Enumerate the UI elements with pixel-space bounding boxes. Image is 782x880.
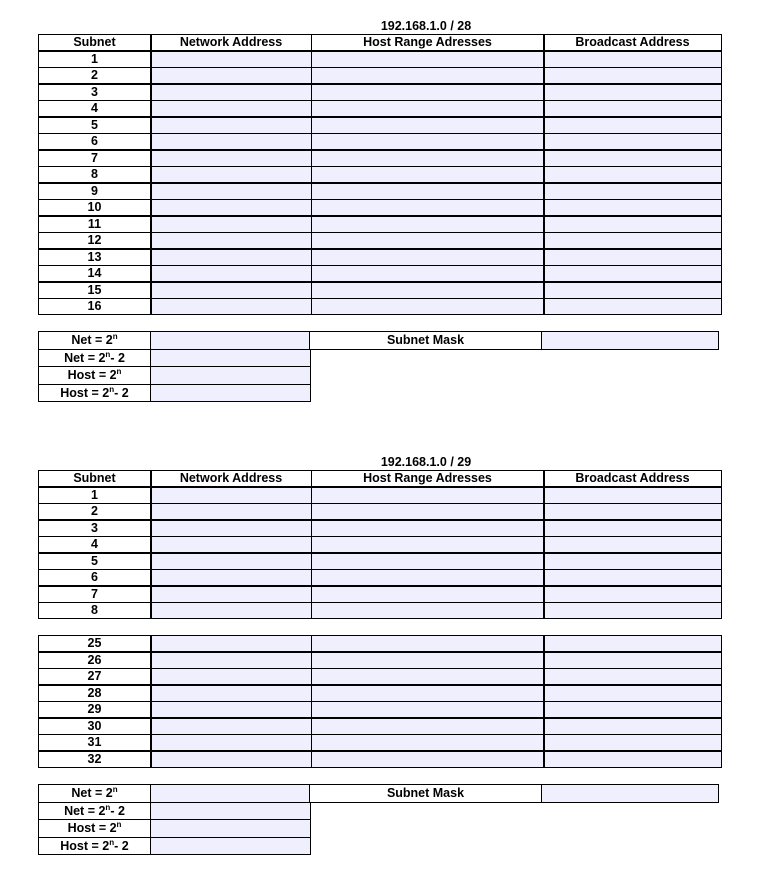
header-host-range: Host Range Adresses — [312, 471, 543, 486]
subnet-number: 9 — [39, 184, 150, 199]
subnet-table-2 — [38, 470, 722, 619]
host-range-cell[interactable] — [312, 570, 543, 585]
network-address-cell[interactable] — [152, 167, 311, 182]
host-range-cell[interactable] — [312, 669, 543, 684]
host-range-cell[interactable] — [312, 719, 543, 734]
network-address-cell[interactable] — [152, 283, 311, 298]
subnet-number: 2 — [39, 68, 150, 83]
subnet-number: 1 — [39, 488, 150, 503]
subnet-number: 6 — [39, 134, 150, 149]
net-total-field[interactable] — [150, 331, 311, 350]
header-broadcast-address: Broadcast Address — [545, 471, 721, 486]
subnet-number: 10 — [39, 200, 150, 215]
header-network-address: Network Address — [152, 35, 311, 50]
network-address-cell[interactable] — [152, 52, 311, 67]
host-usable-label: Host = $2^n-$ 2 — [38, 384, 151, 403]
broadcast-address-cell[interactable] — [545, 217, 721, 232]
network-address-cell[interactable] — [152, 702, 311, 717]
host-range-cell[interactable] — [312, 68, 543, 83]
broadcast-address-cell[interactable] — [545, 134, 721, 149]
broadcast-address-cell[interactable] — [545, 266, 721, 281]
network-address-cell[interactable] — [152, 735, 311, 750]
section-1-title: 192.168.1.0 / 28 — [380, 19, 472, 33]
subnet-number: 29 — [39, 702, 150, 717]
network-address-cell[interactable] — [152, 85, 311, 100]
host-total-field[interactable] — [150, 366, 311, 385]
broadcast-address-cell[interactable] — [545, 636, 721, 651]
network-address-cell[interactable] — [152, 504, 311, 519]
broadcast-address-cell[interactable] — [545, 250, 721, 265]
subnet-number: 31 — [39, 735, 150, 750]
net-total-label: Net = $2^n$ — [38, 784, 151, 803]
formula-block-1 — [38, 331, 719, 406]
network-address-cell[interactable] — [152, 537, 311, 552]
broadcast-address-cell[interactable] — [545, 200, 721, 215]
formula-block-2 — [38, 784, 719, 859]
host-range-cell[interactable] — [312, 488, 543, 503]
host-range-cell[interactable] — [312, 250, 543, 265]
host-range-cell[interactable] — [312, 233, 543, 248]
header-network-address: Network Address — [152, 471, 311, 486]
host-range-cell[interactable] — [312, 537, 543, 552]
broadcast-address-cell[interactable] — [545, 52, 721, 67]
host-range-cell[interactable] — [312, 653, 543, 668]
network-address-cell[interactable] — [152, 151, 311, 166]
subnet-mask-label: Subnet Mask — [309, 331, 542, 350]
broadcast-address-cell[interactable] — [545, 669, 721, 684]
host-range-cell[interactable] — [312, 283, 543, 298]
header-subnet: Subnet — [39, 471, 150, 486]
host-range-cell[interactable] — [312, 603, 543, 618]
subnet-number: 26 — [39, 653, 150, 668]
host-range-cell[interactable] — [312, 101, 543, 116]
subnet-number: 13 — [39, 250, 150, 265]
network-address-cell[interactable] — [152, 217, 311, 232]
network-address-cell[interactable] — [152, 118, 311, 133]
broadcast-address-cell[interactable] — [545, 101, 721, 116]
subnet-number: 6 — [39, 570, 150, 585]
subnet-number: 8 — [39, 603, 150, 618]
subnet-number: 30 — [39, 719, 150, 734]
host-range-cell[interactable] — [312, 299, 543, 314]
network-address-cell[interactable] — [152, 299, 311, 314]
subnet-number: 12 — [39, 233, 150, 248]
header-subnet: Subnet — [39, 35, 150, 50]
net-total-label: Net = $2^n$ — [38, 331, 151, 350]
host-range-cell[interactable] — [312, 521, 543, 536]
header-host-range: Host Range Adresses — [312, 35, 543, 50]
net-usable-label: Net = $2^n-$ 2 — [38, 802, 151, 821]
network-address-cell[interactable] — [152, 488, 311, 503]
broadcast-address-cell[interactable] — [545, 118, 721, 133]
host-total-label: Host = $2^n$ — [38, 819, 151, 838]
network-address-cell[interactable] — [152, 554, 311, 569]
broadcast-address-cell[interactable] — [545, 85, 721, 100]
host-range-cell[interactable] — [312, 587, 543, 602]
subnet-mask-field[interactable] — [541, 784, 720, 803]
subnet-number: 28 — [39, 686, 150, 701]
host-usable-field[interactable] — [150, 837, 311, 856]
network-address-cell[interactable] — [152, 603, 311, 618]
broadcast-address-cell[interactable] — [545, 283, 721, 298]
host-range-cell[interactable] — [312, 504, 543, 519]
host-range-cell[interactable] — [312, 686, 543, 701]
subnet-number: 3 — [39, 85, 150, 100]
subnet-number: 15 — [39, 283, 150, 298]
subnet-number: 3 — [39, 521, 150, 536]
broadcast-address-cell[interactable] — [545, 587, 721, 602]
subnet-number: 4 — [39, 537, 150, 552]
network-address-cell[interactable] — [152, 636, 311, 651]
host-range-cell[interactable] — [312, 200, 543, 215]
net-total-field[interactable] — [150, 784, 311, 803]
subnet-number: 7 — [39, 151, 150, 166]
host-range-cell[interactable] — [312, 118, 543, 133]
broadcast-address-cell[interactable] — [545, 735, 721, 750]
host-range-cell[interactable] — [312, 85, 543, 100]
network-address-cell[interactable] — [152, 266, 311, 281]
net-usable-label: Net = $2^n-$ 2 — [38, 349, 151, 368]
subnet-number: 5 — [39, 118, 150, 133]
host-total-field[interactable] — [150, 819, 311, 838]
network-address-cell[interactable] — [152, 521, 311, 536]
subnet-number: 27 — [39, 669, 150, 684]
network-address-cell[interactable] — [152, 570, 311, 585]
network-address-cell[interactable] — [152, 752, 311, 767]
network-address-cell[interactable] — [152, 250, 311, 265]
broadcast-address-cell[interactable] — [545, 299, 721, 314]
host-range-cell[interactable] — [312, 52, 543, 67]
subnet-number: 4 — [39, 101, 150, 116]
broadcast-address-cell[interactable] — [545, 521, 721, 536]
host-range-cell[interactable] — [312, 217, 543, 232]
network-address-cell[interactable] — [152, 233, 311, 248]
broadcast-address-cell[interactable] — [545, 570, 721, 585]
network-address-cell[interactable] — [152, 134, 311, 149]
network-address-cell[interactable] — [152, 719, 311, 734]
subnet-mask-label: Subnet Mask — [309, 784, 542, 803]
subnet-number: 8 — [39, 167, 150, 182]
subnet-number: 1 — [39, 52, 150, 67]
network-address-cell[interactable] — [152, 68, 311, 83]
subnet-number: 32 — [39, 752, 150, 767]
network-address-cell[interactable] — [152, 587, 311, 602]
host-range-cell[interactable] — [312, 184, 543, 199]
host-range-cell[interactable] — [312, 266, 543, 281]
host-total-label: Host = $2^n$ — [38, 366, 151, 385]
host-range-cell[interactable] — [312, 752, 543, 767]
host-range-cell[interactable] — [312, 702, 543, 717]
subnet-number: 25 — [39, 636, 150, 651]
broadcast-address-cell[interactable] — [545, 68, 721, 83]
network-address-cell[interactable] — [152, 101, 311, 116]
network-address-cell[interactable] — [152, 686, 311, 701]
broadcast-address-cell[interactable] — [545, 752, 721, 767]
header-broadcast-address: Broadcast Address — [545, 35, 721, 50]
broadcast-address-cell[interactable] — [545, 151, 721, 166]
broadcast-address-cell[interactable] — [545, 653, 721, 668]
subnet-number: 2 — [39, 504, 150, 519]
broadcast-address-cell[interactable] — [545, 603, 721, 618]
broadcast-address-cell[interactable] — [545, 167, 721, 182]
broadcast-address-cell[interactable] — [545, 504, 721, 519]
broadcast-address-cell[interactable] — [545, 702, 721, 717]
network-address-cell[interactable] — [152, 653, 311, 668]
net-usable-field[interactable] — [150, 802, 311, 821]
subnet-mask-field[interactable] — [541, 331, 720, 350]
subnet-table-2-continued — [38, 635, 722, 768]
network-address-cell[interactable] — [152, 669, 311, 684]
broadcast-address-cell[interactable] — [545, 686, 721, 701]
host-range-cell[interactable] — [312, 735, 543, 750]
subnet-number: 5 — [39, 554, 150, 569]
subnet-number: 11 — [39, 217, 150, 232]
network-address-cell[interactable] — [152, 184, 311, 199]
subnet-table-1 — [38, 34, 722, 315]
host-range-cell[interactable] — [312, 554, 543, 569]
subnet-number: 16 — [39, 299, 150, 314]
host-range-cell[interactable] — [312, 167, 543, 182]
broadcast-address-cell[interactable] — [545, 537, 721, 552]
host-range-cell[interactable] — [312, 134, 543, 149]
broadcast-address-cell[interactable] — [545, 554, 721, 569]
host-range-cell[interactable] — [312, 151, 543, 166]
broadcast-address-cell[interactable] — [545, 719, 721, 734]
broadcast-address-cell[interactable] — [545, 488, 721, 503]
subnet-number: 14 — [39, 266, 150, 281]
network-address-cell[interactable] — [152, 200, 311, 215]
section-2-title: 192.168.1.0 / 29 — [380, 455, 472, 469]
broadcast-address-cell[interactable] — [545, 233, 721, 248]
broadcast-address-cell[interactable] — [545, 184, 721, 199]
subnet-number: 7 — [39, 587, 150, 602]
host-range-cell[interactable] — [312, 636, 543, 651]
host-usable-label: Host = $2^n-$ 2 — [38, 837, 151, 856]
net-usable-field[interactable] — [150, 349, 311, 368]
host-usable-field[interactable] — [150, 384, 311, 403]
